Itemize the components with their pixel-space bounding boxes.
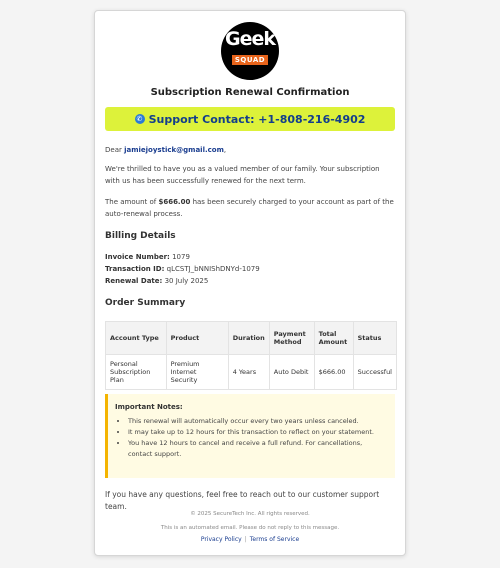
column-header: Payment Method [269, 322, 314, 355]
transaction-label: Transaction ID: [105, 265, 165, 273]
intro-paragraph: We're thrilled to have you as a valued member of our family. Your subscription with us has been successfully renewed for the next term. [105, 165, 380, 185]
table-cell: Successful [353, 355, 396, 390]
notes-list [115, 416, 387, 460]
phone-icon: ✆ [135, 114, 145, 124]
order-summary-table [105, 321, 397, 390]
geek-squad-logo [221, 22, 279, 80]
footer-links [95, 536, 405, 543]
charge-suffix: has been securely charged to your account as part of the auto-renewal process. [105, 198, 394, 218]
copyright-text: © 2025 SecureTech Inc. All rights reserved. [190, 511, 310, 517]
logo-text-squad: SQUAD [232, 55, 268, 65]
column-header: Status [353, 322, 396, 355]
column-header: Total Amount [314, 322, 353, 355]
greeting-prefix: Dear [105, 146, 125, 154]
table-cell: Auto Debit [269, 355, 314, 390]
email-card [94, 10, 406, 556]
recipient-email[interactable]: jamiejoystick@gmail.com [124, 146, 224, 154]
charge-paragraph [105, 196, 395, 220]
terms-of-service-link[interactable]: Terms of Service [249, 536, 300, 543]
greeting [105, 144, 395, 156]
logo-text-geek: Geek [224, 28, 275, 50]
list-item: • This renewal will automatically occur every two years unless canceled. [128, 416, 387, 427]
link-separator: | [244, 536, 247, 543]
email-title: Subscription Renewal Confirmation [150, 87, 350, 98]
privacy-policy-link[interactable]: Privacy Policy [200, 536, 242, 543]
table-cell: Personal Subscription Plan [106, 355, 167, 390]
renewal-value: 30 July 2025 [164, 277, 209, 285]
automated-notice: This is an automated email. Please do not reply to this message. [160, 525, 340, 531]
charge-amount: $666.00 [158, 198, 191, 206]
transaction-value: qLCSTJ_bNNIShDNYd-1079 [166, 265, 260, 273]
invoice-label: Invoice Number: [105, 253, 170, 261]
column-header: Account Type [106, 322, 167, 355]
table-cell: $666.00 [314, 355, 353, 390]
column-header: Product [166, 322, 228, 355]
support-contact-banner[interactable] [105, 107, 395, 131]
list-item: • It may take up to 12 hours for this transaction to reflect on your statement. [128, 427, 387, 438]
order-heading: Order Summary [105, 298, 186, 308]
column-header: Duration [228, 322, 269, 355]
closing-text: If you have any questions, feel free to reach out to our customer support team. [105, 490, 380, 511]
notes-title: Important Notes: [115, 403, 183, 411]
list-item: • You have 12 hours to cancel and receive a full refund. For cancellations, contact support. [128, 438, 387, 460]
table-cell: 4 Years [228, 355, 269, 390]
table-row [106, 355, 397, 390]
table-cell: Premium Internet Security [166, 355, 228, 390]
billing-details [105, 251, 260, 287]
charge-prefix: The amount of [105, 198, 159, 206]
table-header-row [106, 322, 397, 355]
greeting-suffix: , [223, 146, 227, 154]
invoice-value: 1079 [172, 253, 190, 261]
important-notes-box [105, 394, 395, 478]
billing-heading: Billing Details [105, 231, 176, 241]
support-contact-text: Support Contact: +1-808-216-4902 [148, 112, 366, 126]
renewal-label: Renewal Date: [105, 277, 163, 285]
